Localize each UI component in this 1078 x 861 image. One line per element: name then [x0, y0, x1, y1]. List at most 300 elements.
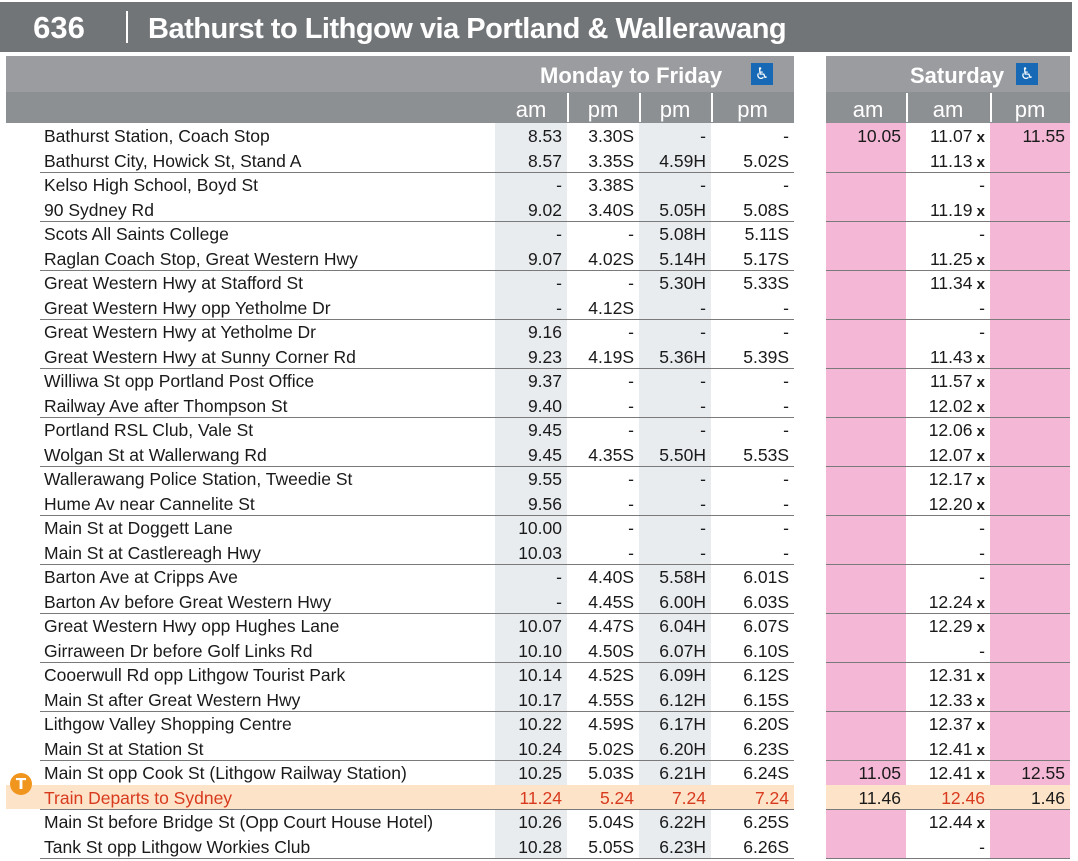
stop-name: Main St before Bridge St (Opp Court House Hotel): [44, 812, 434, 832]
school-holiday-x-marker: x: [972, 276, 985, 293]
timetable-row: [0, 197, 1078, 222]
row-divider: [40, 417, 794, 418]
time-value: -: [556, 567, 562, 587]
time-value: -: [628, 469, 634, 489]
time-value: 12.31: [928, 665, 973, 685]
departure-time: [711, 638, 789, 662]
departure-time: [639, 834, 706, 858]
time-value: -: [979, 224, 985, 244]
departure-time: [906, 589, 985, 613]
departure-time: [906, 393, 985, 417]
period-label: am: [852, 97, 884, 122]
departure-time: [711, 393, 789, 417]
row-divider: [40, 613, 794, 614]
departure-time: [639, 662, 706, 686]
departure-time: [567, 172, 634, 196]
departure-time: [711, 785, 789, 809]
period-divider: [567, 93, 569, 122]
departure-time: [639, 515, 706, 539]
departure-time: [711, 319, 789, 343]
stop-name: Great Western Hwy opp Yetholme Dr: [44, 297, 331, 318]
time-value: 3.40S: [588, 199, 634, 220]
departure-time: [495, 613, 562, 637]
time-value: -: [628, 420, 634, 440]
departure-time: [711, 589, 789, 613]
time-value: 4.55S: [588, 689, 634, 710]
time-value: 9.45: [527, 420, 562, 440]
departure-time: [639, 344, 706, 368]
departure-time: [906, 540, 985, 564]
departure-time: [639, 785, 706, 809]
time-value: 11.57: [929, 371, 973, 391]
departure-time: [639, 613, 706, 637]
row-divider: [826, 319, 1070, 320]
departure-time: [639, 687, 706, 711]
time-value: 4.47S: [588, 616, 634, 636]
stop-name: Raglan Coach Stop, Great Western Hwy: [44, 248, 358, 269]
time-value: 9.55: [527, 469, 562, 489]
school-holiday-x-marker: x: [972, 349, 985, 367]
departure-time: [495, 344, 562, 368]
time-value: 12.20: [928, 493, 973, 514]
departure-time: [906, 270, 985, 294]
departure-time: [639, 442, 706, 466]
time-value: 9.37: [527, 371, 562, 391]
row-divider: [826, 417, 1070, 418]
time-value: 12.37: [928, 714, 973, 734]
time-value: 6.07S: [743, 616, 789, 636]
time-value: 9.56: [527, 493, 562, 514]
time-value: 4.35S: [588, 444, 634, 465]
school-holiday-x-marker: x: [972, 717, 985, 734]
departure-time: [495, 221, 562, 245]
stop-name: Main St at Station St: [44, 738, 204, 759]
row-divider: [40, 319, 794, 320]
stop-name: Wolgan St at Wallerwang Rd: [44, 444, 267, 465]
time-value: -: [783, 297, 789, 318]
departure-time: [567, 589, 634, 613]
departure-time: [711, 662, 789, 686]
time-value: -: [979, 322, 985, 342]
time-value: -: [783, 395, 789, 416]
departure-time: [639, 466, 706, 490]
departure-time: [639, 809, 706, 833]
time-value: -: [628, 542, 634, 563]
departure-time: [639, 393, 706, 417]
row-divider: [826, 221, 1070, 222]
departure-time: [711, 344, 789, 368]
departure-time: [906, 123, 985, 147]
row-divider: [40, 760, 794, 761]
time-value: 3.35S: [588, 150, 634, 171]
stop-name: Cooerwull Rd opp Lithgow Tourist Park: [44, 665, 346, 685]
timetable-row: [0, 246, 1078, 271]
departure-time: [711, 736, 789, 760]
departure-time: [495, 736, 562, 760]
stop-name: Kelso High School, Boyd St: [44, 175, 259, 195]
time-value: -: [556, 297, 562, 318]
departure-time: [495, 148, 562, 172]
school-holiday-x-marker: x: [972, 741, 985, 759]
departure-time: [906, 197, 985, 221]
row-divider: [826, 858, 1070, 859]
timetable-row: [0, 368, 1078, 393]
timetable-row: [0, 834, 1078, 859]
timetable-row: [0, 295, 1078, 320]
time-value: 4.52S: [588, 665, 634, 685]
departure-time: [711, 687, 789, 711]
timetable-row: [0, 319, 1078, 344]
departure-time: [990, 123, 1065, 147]
time-value: -: [783, 493, 789, 514]
timetable-row: [0, 442, 1078, 467]
time-value: 5.02S: [743, 150, 789, 171]
departure-time: [567, 319, 634, 343]
timetable-row: [0, 344, 1078, 369]
departure-time: [906, 417, 985, 441]
school-holiday-x-marker: x: [972, 251, 985, 269]
timetable-row: [0, 172, 1078, 197]
time-value: 5.04S: [588, 812, 634, 832]
time-value: 3.30S: [588, 126, 634, 146]
departure-time: [639, 711, 706, 735]
departure-time: [906, 319, 985, 343]
time-value: -: [628, 273, 634, 293]
time-value: -: [556, 273, 562, 293]
time-value: 3.38S: [588, 175, 634, 195]
departure-time: [567, 270, 634, 294]
stop-name: Barton Av before Great Western Hwy: [44, 591, 332, 612]
time-value: -: [783, 469, 789, 489]
departure-time: [567, 613, 634, 637]
departure-time: [639, 564, 706, 588]
timetable-row: [0, 809, 1078, 834]
departure-time: [567, 711, 634, 735]
row-divider: [826, 515, 1070, 516]
departure-time: [567, 564, 634, 588]
stop-name: Scots All Saints College: [44, 224, 229, 244]
school-holiday-x-marker: x: [972, 202, 985, 220]
time-value: 6.10S: [743, 640, 789, 661]
time-value: 5.03S: [588, 763, 634, 783]
time-value: 8.53: [527, 126, 562, 146]
timetable-row: [0, 123, 1078, 148]
time-value: -: [783, 518, 789, 538]
departure-time: [711, 368, 789, 392]
row-divider: [826, 270, 1070, 271]
row-divider: [40, 564, 794, 565]
time-value: 6.09H: [659, 665, 706, 685]
departure-time: [906, 613, 985, 637]
departure-time: [906, 442, 985, 466]
departure-time: [495, 295, 562, 319]
train-connection-row: [0, 785, 1078, 810]
period-label: am: [932, 97, 964, 122]
time-value: -: [556, 175, 562, 195]
departure-time: [495, 246, 562, 270]
departure-time: [567, 221, 634, 245]
time-value: 5.36H: [659, 346, 706, 367]
row-divider: [826, 613, 1070, 614]
departure-time: [906, 466, 985, 490]
departure-time: [906, 246, 985, 270]
departure-time: [495, 711, 562, 735]
departure-time: [711, 540, 789, 564]
departure-time: [567, 736, 634, 760]
timetable-row: [0, 540, 1078, 565]
time-value: 6.12H: [659, 689, 706, 710]
stop-name: Wallerawang Police Station, Tweedie St: [44, 469, 353, 489]
stop-name: Main St at Doggett Lane: [44, 518, 233, 538]
time-value: 11.25: [929, 248, 973, 269]
stop-name: Main St opp Cook St (Lithgow Railway Station): [44, 763, 407, 783]
time-value: 6.22H: [659, 812, 706, 832]
departure-time: [711, 270, 789, 294]
time-value: 12.41: [928, 763, 973, 783]
time-value: -: [700, 322, 706, 342]
time-value: 4.59S: [588, 714, 634, 734]
time-value: -: [979, 297, 985, 318]
stop-name: 90 Sydney Rd: [44, 199, 154, 220]
time-value: 6.23H: [659, 836, 706, 857]
stop-name: Main St at Castlereagh Hwy: [44, 542, 261, 563]
time-value: 6.20H: [659, 738, 706, 759]
time-value: 11.55: [1022, 126, 1065, 146]
departure-time: [567, 466, 634, 490]
timetable-row: [0, 393, 1078, 418]
row-divider: [40, 466, 794, 467]
departure-time: [711, 148, 789, 172]
stop-name: Portland RSL Club, Vale St: [44, 420, 254, 440]
departure-time: [567, 785, 634, 809]
departure-time: [567, 834, 634, 858]
school-holiday-x-marker: x: [972, 496, 985, 514]
time-value: -: [979, 640, 985, 661]
time-value: -: [700, 175, 706, 195]
period-label: pm: [1014, 97, 1046, 122]
timetable-row: [0, 711, 1078, 736]
departure-time: [639, 270, 706, 294]
departure-time: [906, 638, 985, 662]
time-value: 10.10: [518, 640, 562, 661]
departure-time: [906, 834, 985, 858]
time-value: -: [628, 518, 634, 538]
stop-name: Williwa St opp Portland Post Office: [44, 371, 315, 391]
time-value: 11.07: [929, 126, 973, 146]
departure-time: [711, 809, 789, 833]
departure-time: [711, 613, 789, 637]
row-divider: [40, 662, 794, 663]
time-value: -: [979, 836, 985, 857]
time-value: 5.17S: [743, 248, 789, 269]
school-holiday-x-marker: x: [972, 472, 985, 489]
time-value: 10.22: [518, 714, 562, 734]
time-value: -: [556, 591, 562, 612]
title-bar: [0, 2, 1072, 52]
monday-to-friday-label: Monday to Friday: [540, 63, 723, 88]
departure-time: [711, 491, 789, 515]
train-icon: T: [10, 773, 32, 795]
time-value: 5.05S: [588, 836, 634, 857]
row-divider: [826, 368, 1070, 369]
time-value: 6.00H: [659, 591, 706, 612]
departure-time: [495, 123, 562, 147]
departure-time: [711, 221, 789, 245]
time-value: 9.23: [527, 346, 562, 367]
timetable-row: [0, 589, 1078, 614]
time-value: 9.40: [527, 395, 562, 416]
departure-time: [906, 711, 985, 735]
time-value: 8.57: [527, 150, 562, 171]
departure-time: [567, 760, 634, 784]
time-value: 9.16: [527, 322, 562, 342]
departure-time: [906, 515, 985, 539]
time-value: -: [628, 493, 634, 514]
departure-time: [906, 809, 985, 833]
school-holiday-x-marker: x: [972, 668, 985, 685]
time-value: -: [628, 322, 634, 342]
stop-name: Bathurst Station, Coach Stop: [44, 126, 270, 146]
departure-time: [711, 197, 789, 221]
saturday-label: Saturday: [910, 63, 1005, 88]
stop-name: Train Departs to Sydney: [44, 787, 233, 808]
stop-name: Main St after Great Western Hwy: [44, 689, 301, 710]
departure-time: [495, 515, 562, 539]
time-value: 10.26: [518, 812, 562, 832]
departure-time: [711, 564, 789, 588]
timetable-row: [0, 221, 1078, 246]
time-value: -: [783, 322, 789, 342]
departure-time: [495, 319, 562, 343]
time-value: 4.40S: [588, 567, 634, 587]
school-holiday-x-marker: x: [972, 129, 985, 146]
departure-time: [906, 564, 985, 588]
time-value: 12.17: [928, 469, 973, 489]
time-value: 10.17: [518, 689, 562, 710]
time-value: 10.05: [857, 126, 901, 146]
time-value: 10.25: [518, 763, 562, 783]
departure-time: [567, 687, 634, 711]
departure-time: [567, 344, 634, 368]
time-value: 12.41: [928, 738, 973, 759]
time-value: -: [700, 297, 706, 318]
departure-time: [567, 295, 634, 319]
school-holiday-x-marker: x: [972, 423, 985, 440]
time-value: -: [628, 395, 634, 416]
departure-time: [567, 393, 634, 417]
time-value: 12.46: [941, 787, 985, 808]
departure-time: [906, 295, 985, 319]
time-value: 6.04H: [659, 616, 706, 636]
timetable-row: [0, 270, 1078, 295]
row-divider: [40, 858, 794, 859]
period-label: pm: [737, 97, 768, 122]
time-value: 11.24: [519, 787, 562, 808]
departure-time: [711, 711, 789, 735]
school-holiday-x-marker: x: [972, 619, 985, 636]
departure-time: [495, 393, 562, 417]
stop-name: Great Western Hwy opp Hughes Lane: [44, 616, 340, 636]
time-value: 6.07H: [659, 640, 706, 661]
departure-time: [711, 442, 789, 466]
departure-time: [830, 760, 901, 784]
period-label: pm: [659, 97, 691, 122]
departure-time: [639, 221, 706, 245]
departure-time: [567, 417, 634, 441]
row-divider: [40, 368, 794, 369]
time-value: 4.59H: [659, 150, 706, 171]
departure-time: [495, 834, 562, 858]
departure-time: [639, 417, 706, 441]
row-divider: [40, 270, 794, 271]
departure-time: [567, 123, 634, 147]
row-divider: [826, 564, 1070, 565]
time-value: 5.02S: [588, 738, 634, 759]
time-value: 11.43: [929, 346, 973, 367]
departure-time: [495, 270, 562, 294]
time-value: 7.24: [754, 787, 789, 808]
departure-time: [906, 785, 985, 809]
departure-time: [639, 760, 706, 784]
period-label: am: [515, 97, 547, 122]
time-value: 6.01S: [743, 567, 789, 587]
time-value: 7.24: [671, 787, 706, 808]
school-holiday-x-marker: x: [972, 374, 985, 391]
stop-name: Barton Ave at Cripps Ave: [44, 567, 238, 587]
time-value: 6.21H: [659, 763, 706, 783]
departure-time: [639, 540, 706, 564]
time-value: 6.15S: [743, 689, 789, 710]
time-value: 6.24S: [743, 763, 789, 783]
time-value: 10.07: [518, 616, 562, 636]
time-value: 5.14H: [659, 248, 706, 269]
departure-time: [639, 295, 706, 319]
timetable-row: [0, 564, 1078, 589]
departure-time: [906, 687, 985, 711]
row-divider: [40, 809, 794, 810]
departure-time: [711, 466, 789, 490]
time-value: -: [783, 126, 789, 146]
time-value: 10.00: [518, 518, 562, 538]
timetable-row: [0, 687, 1078, 712]
departure-time: [567, 809, 634, 833]
departure-time: [495, 442, 562, 466]
departure-time: [495, 466, 562, 490]
time-value: 9.07: [527, 248, 562, 269]
departure-time: [711, 246, 789, 270]
time-value: -: [700, 371, 706, 391]
time-value: -: [783, 175, 789, 195]
school-holiday-x-marker: x: [972, 815, 985, 832]
departure-time: [639, 197, 706, 221]
period-divider: [906, 93, 908, 122]
departure-time: [567, 148, 634, 172]
school-holiday-x-marker: x: [972, 398, 985, 416]
departure-time: [567, 442, 634, 466]
departure-time: [639, 172, 706, 196]
stop-name: Tank St opp Lithgow Workies Club: [44, 836, 311, 857]
stop-name: Railway Ave after Thompson St: [44, 395, 288, 416]
departure-time: [495, 687, 562, 711]
departure-time: [711, 417, 789, 441]
stop-name: Girraween Dr before Golf Links Rd: [44, 640, 313, 661]
departure-time: [711, 123, 789, 147]
departure-time: [639, 589, 706, 613]
timetable-row: [0, 736, 1078, 761]
departure-time: [495, 638, 562, 662]
school-holiday-x-marker: x: [972, 153, 985, 171]
departure-time: [639, 148, 706, 172]
